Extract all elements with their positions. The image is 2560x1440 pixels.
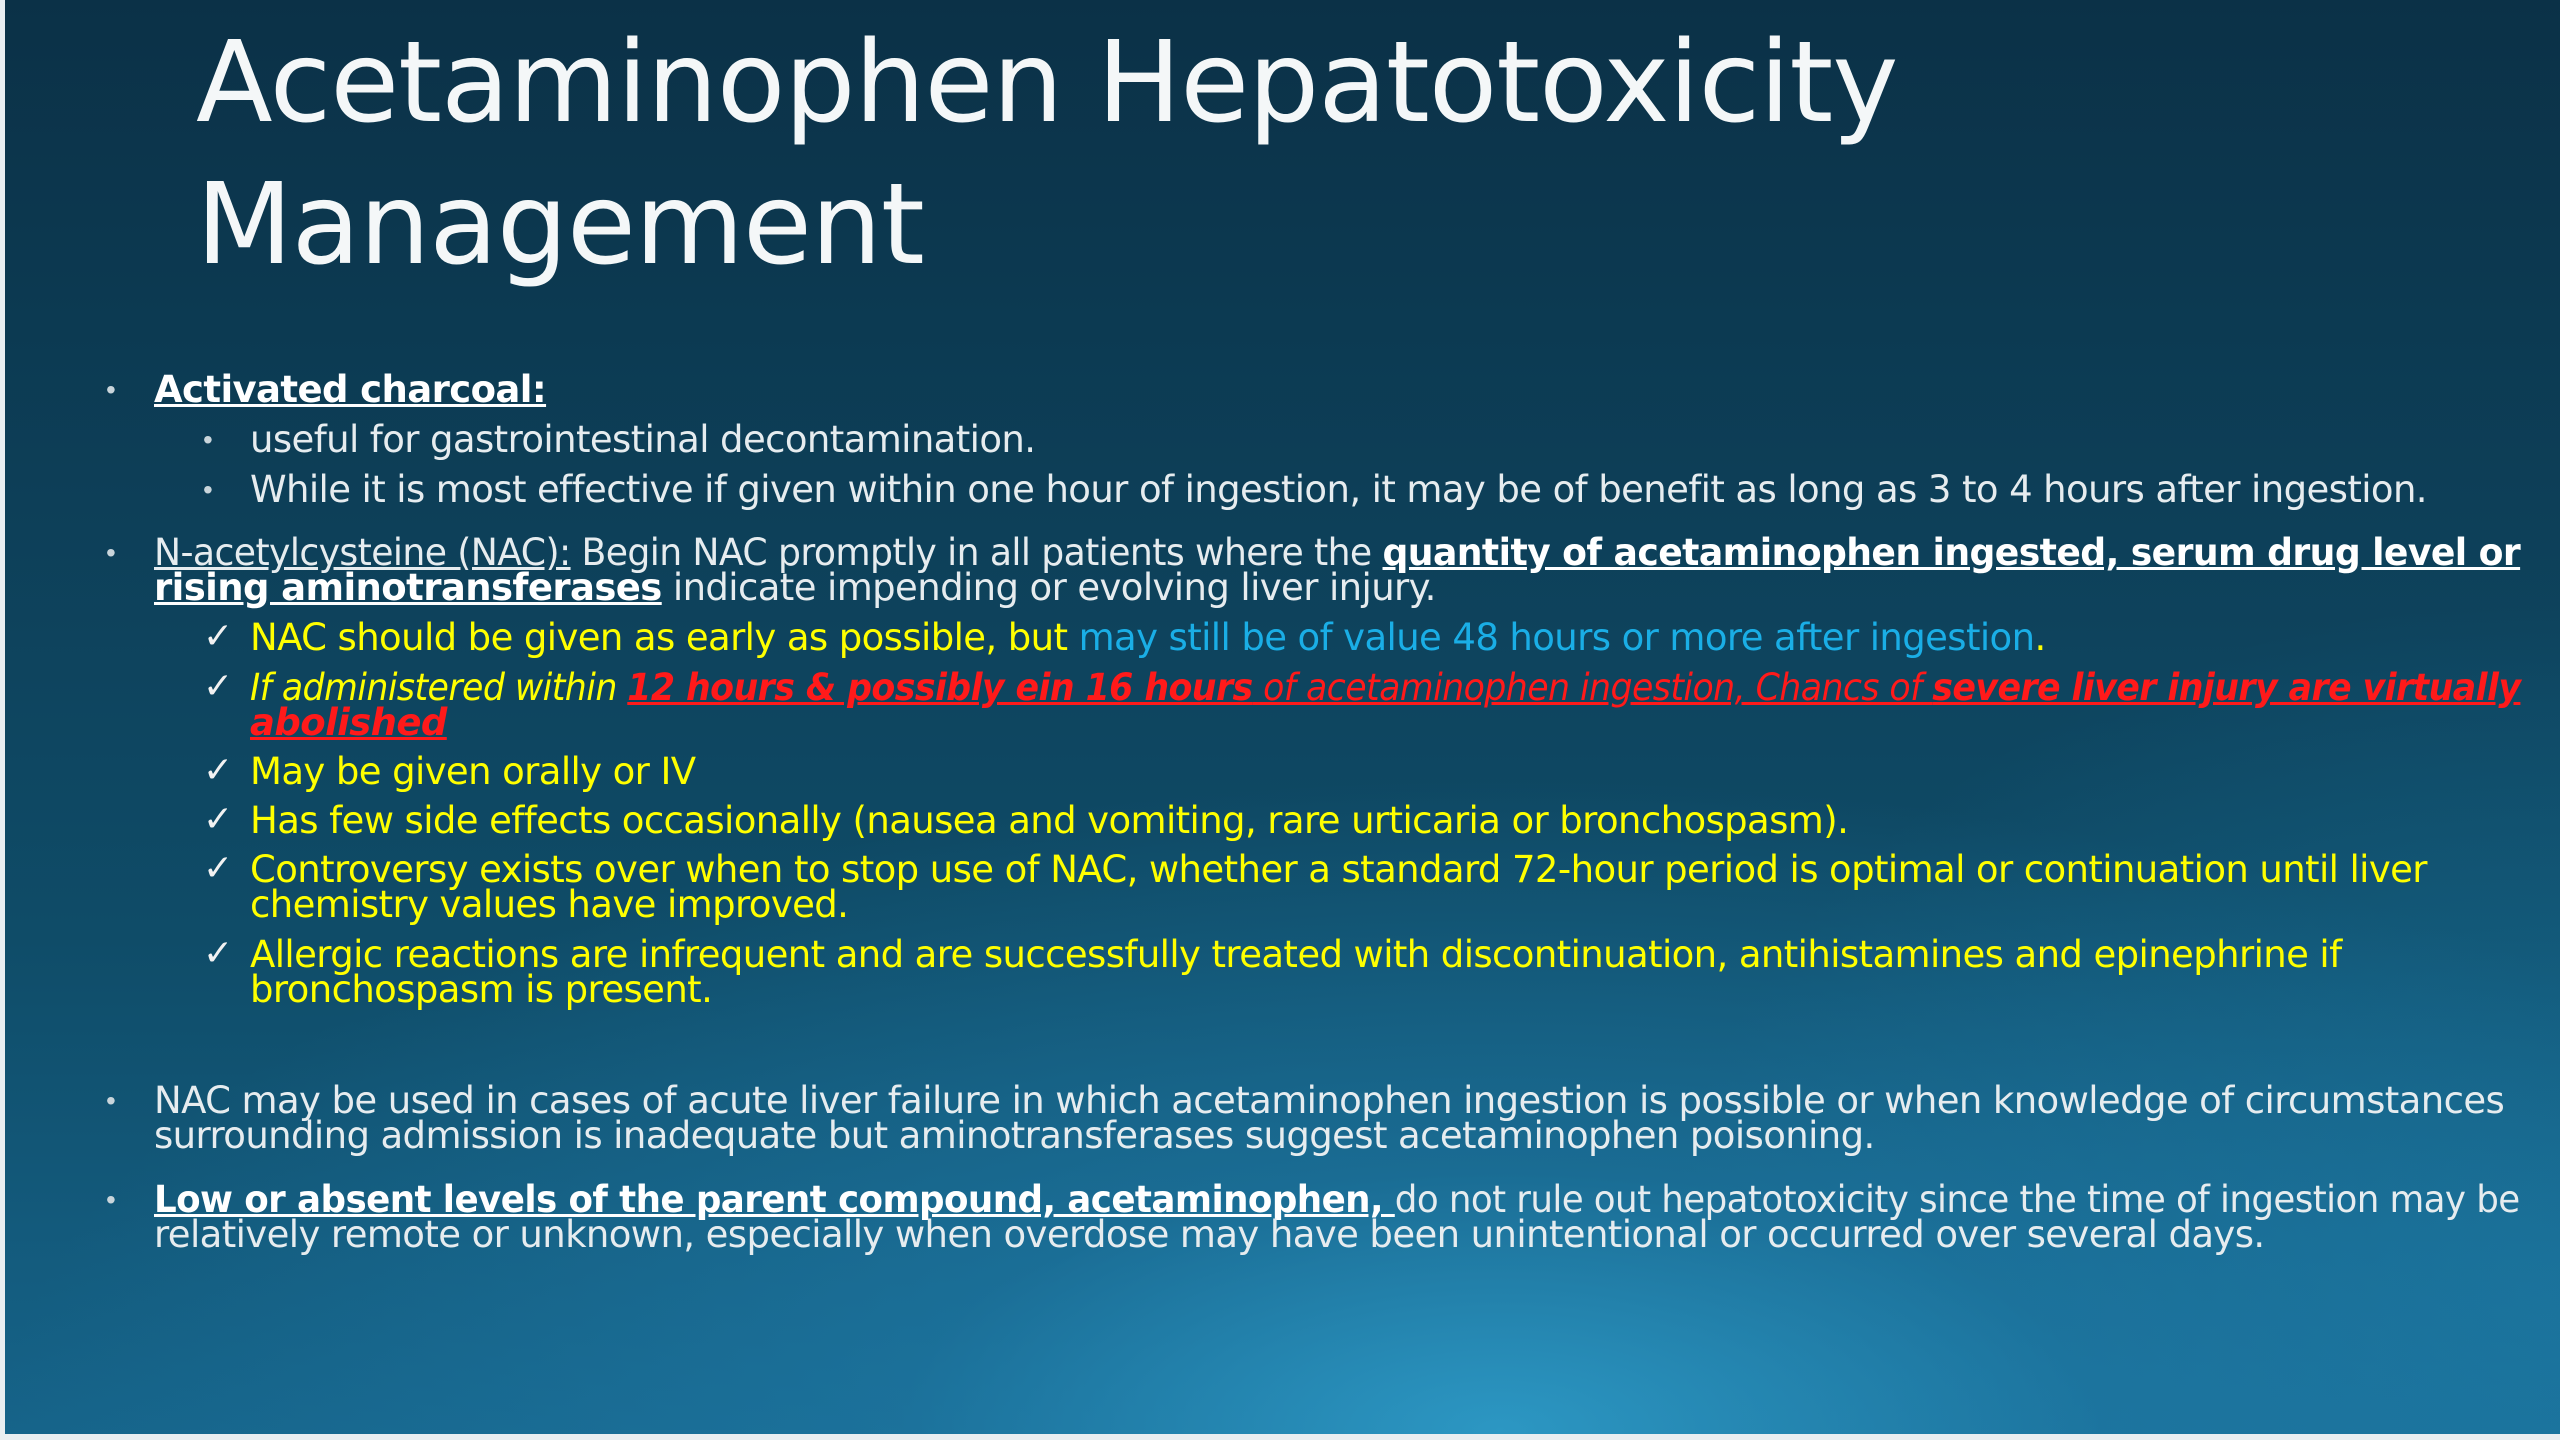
nac-check-5-line-2: chemistry values have improved.	[250, 883, 849, 926]
nac-check-2-line-1: If administered within 12 hours & possibly ein 16 hours of acetaminophen ingestion, Chancs of severe liver injury are virtually	[250, 666, 2521, 709]
bullet-icon: •	[106, 374, 116, 405]
charcoal-heading: Activated charcoal:	[154, 368, 547, 411]
bullet-icon: •	[203, 474, 213, 505]
nac-check-6-line-2: bronchospasm is present.	[250, 968, 713, 1011]
charcoal-point-2: While it is most effective if given within one hour of ingestion, it may be of benefit as long as 3 to 4 hours after ingestion.	[250, 468, 2427, 511]
nac-check-6-line-1: Allergic reactions are infrequent and are successfully treated with discontinuation, antihistamines and epinephrine if	[250, 933, 2342, 976]
check-icon: ✓	[203, 665, 234, 706]
check-icon: ✓	[203, 847, 234, 888]
bullet-icon: •	[106, 537, 116, 568]
alf-line-2: surrounding admission is inadequate but aminotransferases suggest acetaminophen poisoning.	[154, 1114, 1875, 1157]
bullet-icon: •	[106, 1085, 116, 1116]
nac-check-3: May be given orally or IV	[250, 750, 696, 793]
bullet-icon: •	[203, 424, 213, 455]
nac-check-5-line-1: Controversy exists over when to stop use of NAC, whether a standard 72-hour period is optimal or continuation until liver	[250, 848, 2427, 891]
nac-intro-line-1: N-acetylcysteine (NAC): Begin NAC promptly in all patients where the quantity of acetaminophen ingested, serum drug level or	[154, 531, 2521, 574]
levels-line-1: Low or absent levels of the parent compound, acetaminophen, do not rule out hepatotoxicity since the time of ingestion may be	[154, 1178, 2520, 1221]
nac-check-4: Has few side effects occasionally (nausea and vomiting, rare urticaria or bronchospasm).	[250, 799, 1849, 842]
nac-check-1: NAC should be given as early as possible, but may still be of value 48 hours or more after ingestion.	[250, 616, 2046, 659]
title-line-1: Acetaminophen Hepatotoxicity	[196, 18, 1898, 148]
slide-bottom-edge	[0, 1434, 2560, 1440]
nac-check-2-line-2: abolished	[250, 701, 447, 744]
slide-title	[196, 12, 1898, 296]
check-icon: ✓	[203, 798, 234, 839]
check-icon: ✓	[203, 615, 234, 656]
check-icon: ✓	[203, 749, 234, 790]
levels-line-2: relatively remote or unknown, especially when overdose may have been unintentional or occurred over several days.	[154, 1213, 2265, 1256]
nac-intro-line-2: rising aminotransferases indicate impending or evolving liver injury.	[154, 566, 1436, 609]
alf-line-1: NAC may be used in cases of acute liver failure in which acetaminophen ingestion is possible or when knowledge of circumstances	[154, 1079, 2505, 1122]
charcoal-point-1: useful for gastrointestinal decontamination.	[250, 418, 1036, 461]
check-icon: ✓	[203, 932, 234, 973]
bullet-icon: •	[106, 1184, 116, 1215]
title-line-2: Management	[196, 160, 924, 290]
slide-left-edge	[0, 0, 5, 1440]
